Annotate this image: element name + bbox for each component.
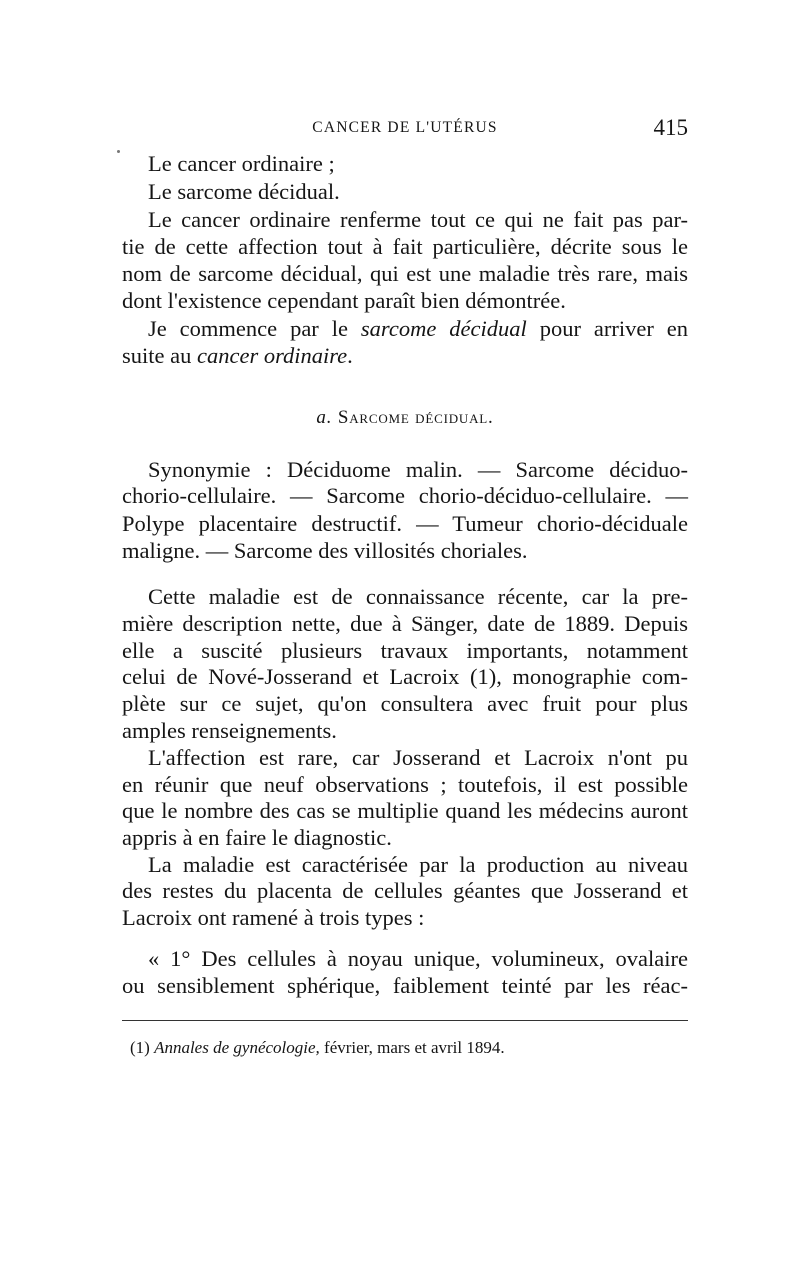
paragraph-line: que le nombre des cas se multiplie quand les médecins auront bbox=[122, 798, 688, 823]
footnote-date: février, mars et avril 1894. bbox=[319, 1038, 505, 1057]
running-title: CANCER DE L'UTÉRUS bbox=[312, 119, 498, 136]
paragraph-line: celui de Nové-Josserand et Lacroix (1), monographie com- bbox=[122, 664, 688, 689]
paragraph-line: maligne. — Sarcome des villosités choriales. bbox=[122, 538, 528, 563]
paragraph-line: amples renseignements. bbox=[122, 718, 337, 743]
paragraph-line: Cette maladie est de connaissance récente, car la pre- bbox=[148, 584, 688, 609]
running-header bbox=[122, 117, 688, 141]
footnote-journal: Annales de gynécologie, bbox=[154, 1038, 320, 1057]
section-title: Sarcome décidual. bbox=[337, 407, 494, 428]
paragraph-line bbox=[122, 342, 688, 370]
paragraph-line: appris à en faire le diagnostic. bbox=[122, 825, 392, 850]
section-heading bbox=[122, 404, 688, 432]
paragraph-line: Lacroix ont ramené à trois types : bbox=[122, 905, 425, 930]
italic-term: sarcome décidual bbox=[360, 316, 527, 341]
paragraph-line: L'affection est rare, car Josserand et Lacroix n'ont pu bbox=[148, 745, 688, 770]
text-span: . bbox=[347, 343, 353, 368]
paragraph-line: nom de sarcome décidual, qui est une maladie très rare, mais bbox=[122, 261, 688, 286]
text-span: suite au bbox=[122, 343, 197, 368]
footnote-rule bbox=[122, 1020, 688, 1021]
paragraph-line: « 1° Des cellules à noyau unique, volumineux, ovalaire bbox=[148, 946, 688, 971]
footnote-marker: (1) bbox=[130, 1038, 155, 1057]
page-number: 415 bbox=[653, 115, 688, 140]
paragraph-line: Polype placentaire destructif. — Tumeur chorio-déciduale bbox=[122, 511, 688, 536]
paragraph-line: elle a suscité plusieurs travaux importants, notamment bbox=[122, 638, 688, 663]
paragraph-line: La maladie est caractérisée par la production au niveau bbox=[148, 852, 688, 877]
text-span: pour arriver en bbox=[526, 316, 688, 341]
paragraph-line: dont l'existence cependant paraît bien démontrée. bbox=[122, 288, 566, 313]
page-speck bbox=[117, 150, 120, 153]
paragraph-line: des restes du placenta de cellules géantes que Josserand et bbox=[122, 878, 688, 903]
paragraph-line: Synonymie : Déciduome malin. — Sarcome déciduo- bbox=[148, 457, 688, 482]
list-item: Le cancer ordinaire ; bbox=[148, 151, 335, 176]
paragraph-line: ou sensiblement sphérique, faiblement teinté par les réac- bbox=[122, 973, 688, 998]
italic-term: cancer ordinaire bbox=[196, 343, 348, 368]
paragraph-line: mière description nette, due à Sänger, date de 1889. Depuis bbox=[122, 611, 688, 636]
list-item: Le sarcome décidual. bbox=[148, 179, 340, 204]
paragraph-line: plète sur ce sujet, qu'on consultera avec fruit pour plus bbox=[122, 691, 688, 716]
paragraph-line bbox=[148, 315, 688, 343]
section-letter: a. bbox=[316, 407, 333, 428]
paragraph-line: chorio-cellulaire. — Sarcome chorio-déciduo-cellulaire. — bbox=[122, 483, 688, 508]
footnote bbox=[130, 1038, 505, 1058]
paragraph-line: en réunir que neuf observations ; toutefois, il est possible bbox=[122, 772, 688, 797]
paragraph-line: Le cancer ordinaire renferme tout ce qui ne fait pas par- bbox=[148, 207, 688, 232]
text-span: Je commence par le bbox=[148, 316, 361, 341]
paragraph-line: tie de cette affection tout à fait particulière, décrite sous le bbox=[122, 234, 688, 259]
